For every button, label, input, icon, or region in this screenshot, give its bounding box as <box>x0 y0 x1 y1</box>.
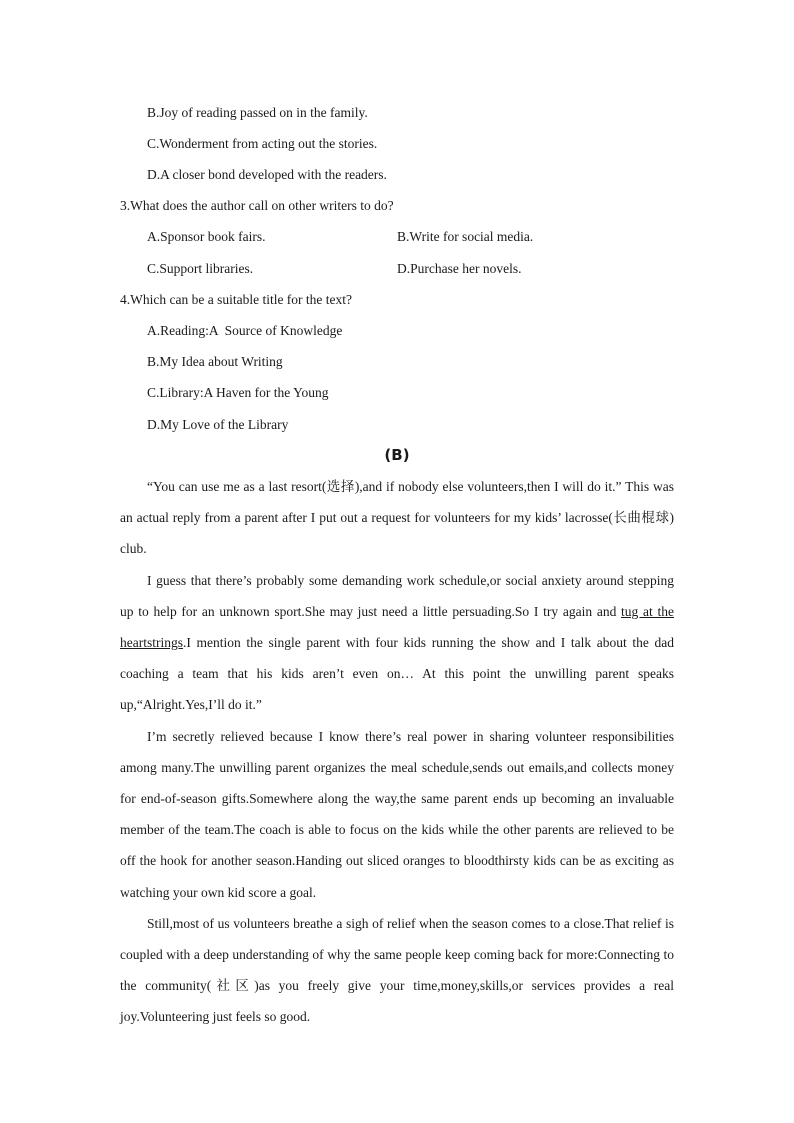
q2-option-c: C.Wonderment from acting out the stories. <box>147 136 378 151</box>
passage-paragraph-1: “You can use me as a last resort(选择),and if nobody else volunteers,then I will do it.” This was an actual reply from a parent after I put out a request for volunteers for my kids’ lacrosse(长曲棍球) club. <box>120 479 674 557</box>
q2-option-b: B.Joy of reading passed on in the family. <box>147 105 368 120</box>
q4-option-b: B.My Idea about Writing <box>147 354 283 369</box>
paragraph-2-text-start: I guess that there’s probably some demanding work schedule,or social anxiety around stepping up to help for an unknown sport.She may just need a little persuading.So I try again and <box>120 572 674 619</box>
q3-stem: 3.What does the author call on other writers to do? <box>120 198 394 213</box>
q4-option-a: A.Reading:A Source of Knowledge <box>147 323 343 338</box>
passage-paragraph-2 <box>120 565 674 721</box>
paragraph-2-text-end: .I mention the single parent with four kids running the show and I talk about the dad coaching a team that his kids aren’t even on… At this point the unwilling parent speaks up,“Alright.Yes,I’ll do it.” <box>120 635 674 713</box>
passage <box>120 471 674 1033</box>
q3-option-d: D.Purchase her novels. <box>397 261 522 276</box>
q2-option-d: D.A closer bond developed with the readers. <box>147 167 387 182</box>
q3-option-b: B.Write for social media. <box>397 229 534 244</box>
passage-paragraph-4: Still,most of us volunteers breathe a sigh of relief when the season comes to a close.That relief is coupled with a deep understanding of why the same people keep coming back for more:Connecting to the community(社区)as you freely give your time,money,skills,or services provides a real joy.Volunteering just feels so good. <box>120 915 674 1025</box>
section-title: (B) <box>384 446 410 464</box>
q3-option-c: C.Support libraries. <box>147 261 254 276</box>
passage-paragraph-3: I’m secretly relieved because I know there’s real power in sharing volunteer responsibilities among many.The unwilling parent organizes the meal schedule,sends out emails,and collects money for end-of-season gifts.Somewhere along the way,the same parent ends up becoming an invaluable member of the team.The coach is able to focus on the kids while the other parents are relieved to be off the hook for another season.Handing out sliced oranges to bloodthirsty kids can be as exciting as watching your own kid score a goal. <box>120 728 674 900</box>
q4-option-c: C.Library:A Haven for the Young <box>147 385 329 400</box>
q3-option-a: A.Sponsor book fairs. <box>147 229 266 244</box>
q4-stem: 4.Which can be a suitable title for the text? <box>120 292 353 307</box>
underlined-phrase: tug at the heartstrings <box>120 603 674 651</box>
q4-option-d: D.My Love of the Library <box>147 417 289 432</box>
